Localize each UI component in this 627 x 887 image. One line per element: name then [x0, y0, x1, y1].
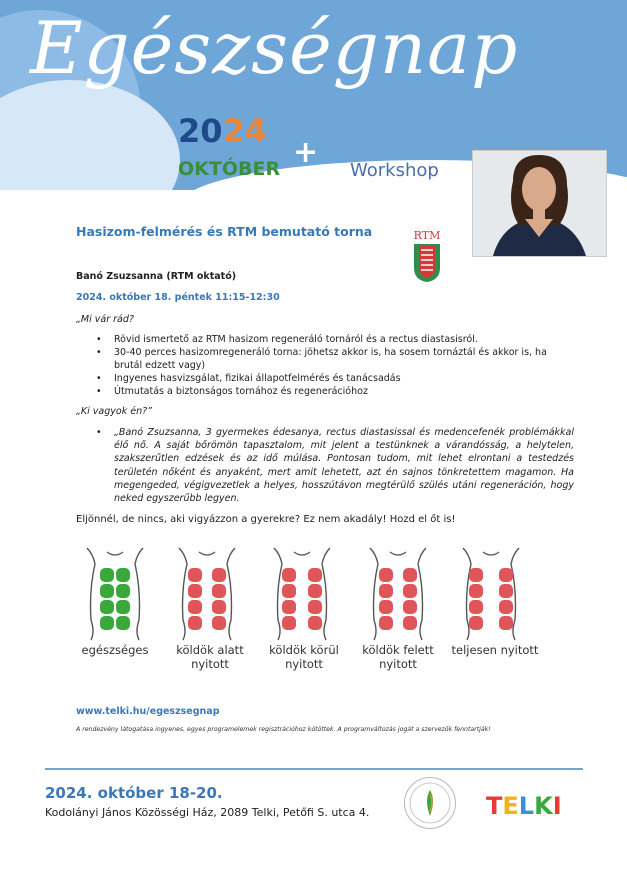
- telki-letter: L: [518, 792, 535, 820]
- event-title: Hasizom-felmérés és RTM bemutató torna: [76, 224, 373, 239]
- telki-letter: E: [502, 792, 519, 820]
- year-label: [178, 112, 267, 150]
- rtm-logo-text: RTM: [413, 229, 441, 242]
- telki-letter: T: [486, 792, 503, 820]
- telki-letter: K: [534, 792, 553, 820]
- plus-sign: +: [293, 135, 319, 170]
- presenter-quote: • „Banó Zsuzsanna, 3 gyermekes édesanya, rectus diastasissal és medencefenék problémákkal élő nő. A saját bőrömön tapasztalom, mit jelent a testünknek a várandósság, a helytelen, szakszerűtlen edzések és az idő múlása. Pontosan tudom, mit lehet elrontani a testedzés területén nőként és anyaként, mert amit lehetett, azt én sajnos tönkretettem magamon. Ha megengeded, végigvezetlek a helyes, hosszútávon megtérülő szülés utáni regeneráción, hogy neked egyszerűbb legyen.: [96, 426, 574, 505]
- list-item: • Útmutatás a biztonságos tornához és regenerációhoz: [96, 385, 566, 398]
- what-list: [96, 333, 566, 398]
- footer-divider: [45, 768, 583, 770]
- telki-letter: I: [552, 792, 562, 820]
- torso-figure: [179, 548, 235, 640]
- what-question: „Mi vár rád?: [76, 314, 134, 325]
- list-item: • Ingyenes hasvizsgálat, fizikai állapotfelmérés és tanácsadás: [96, 372, 566, 385]
- presenter-name: Banó Zsuzsanna (RTM oktató): [76, 271, 237, 282]
- figure-caption: köldök alatt nyitott: [176, 643, 244, 671]
- list-item: • 30-40 perces hasizomregeneráló torna: jöhetsz akkor is, ha sosem tornáztál és akkor is, ha brutál edzett vagy): [96, 346, 566, 372]
- list-item: • Rövid ismertető az RTM hasizom regeneráló tornáról és a rectus diastasisról.: [96, 333, 566, 346]
- workshop-label: Workshop: [350, 160, 439, 181]
- closing-text: Eljönnél, de nincs, aki vigyázzon a gyerekre? Ez nem akadály! Hozd el őt is!: [76, 514, 456, 525]
- community-house-seal-logo: [404, 777, 456, 829]
- figure-caption: köldök felett nyitott: [362, 643, 434, 671]
- presenter-photo: [472, 150, 607, 257]
- who-question: „Ki vagyok én?”: [76, 406, 153, 417]
- torso-figure: [370, 548, 426, 640]
- year-part-1: 20: [178, 112, 223, 150]
- torso-figure: [87, 548, 143, 640]
- event-datetime: 2024. október 18. péntek 11:15-12:30: [76, 292, 280, 303]
- footer-address: Kodolányi János Közösségi Ház, 2089 Telki, Petőfi S. utca 4.: [45, 806, 370, 819]
- telki-logo: [486, 792, 562, 820]
- month-label: OKTÓBER: [178, 158, 281, 180]
- footer-dates: 2024. október 18-20.: [45, 784, 223, 802]
- disclaimer-note: A rendezvény látogatása ingyenes, egyes programelemek regisztrációhoz kötöttek. A programváltozás jogát a szervezők fenntartják!: [76, 726, 491, 733]
- torso-figure: [463, 548, 519, 640]
- figure-caption: teljesen nyitott: [451, 643, 539, 657]
- year-part-2: 24: [222, 112, 268, 150]
- figure-caption: egészséges: [81, 643, 149, 657]
- page-title: Egészségnap: [30, 6, 519, 90]
- torso-figure: [274, 548, 330, 640]
- figure-caption: köldök körül nyitott: [269, 643, 339, 671]
- website-link[interactable]: www.telki.hu/egeszsegnap: [76, 706, 220, 717]
- rtm-logo: [410, 228, 444, 283]
